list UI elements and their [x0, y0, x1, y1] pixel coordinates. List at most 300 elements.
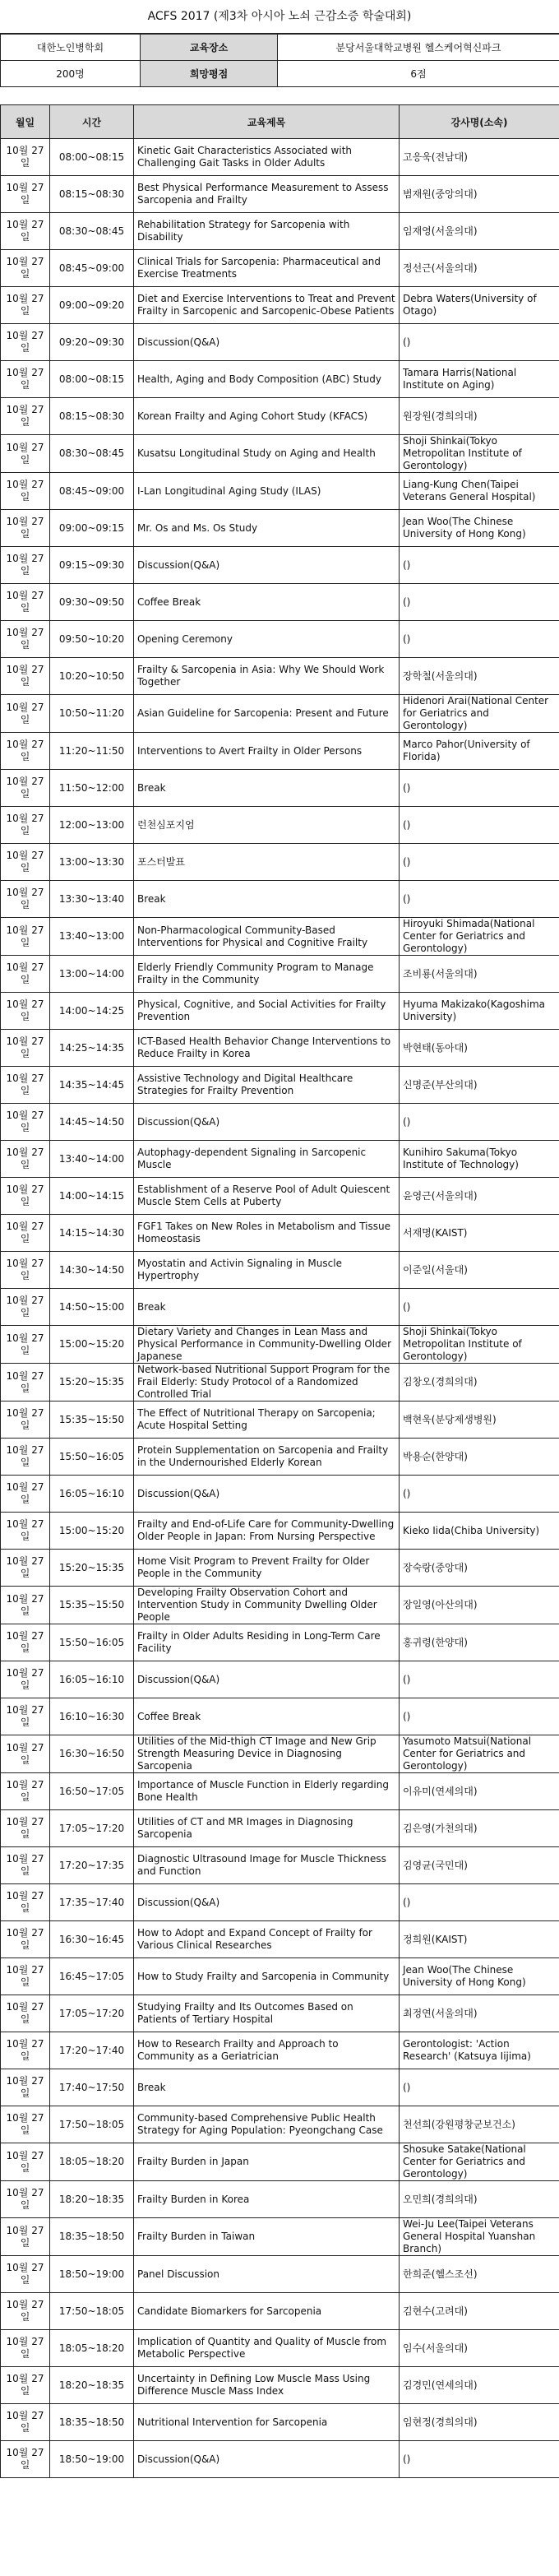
session-title: Korean Frailty and Aging Cohort Study (KFACS) [134, 398, 400, 435]
session-title: Rehabilitation Strategy for Sarcopenia with Disability [134, 213, 400, 250]
session-time: 15:00~15:20 [50, 1513, 134, 1550]
session-time: 14:00~14:25 [50, 993, 134, 1030]
session-speaker: () [400, 547, 559, 584]
table-row [1, 1884, 559, 1921]
session-title: Developing Frailty Observation Cohort and Intervention Study in Community Dwelling Older People [134, 1587, 400, 1624]
session-time: 14:50~15:00 [50, 1289, 134, 1326]
table-row [1, 1104, 559, 1141]
table-row [1, 1030, 559, 1067]
table-row [1, 1289, 559, 1326]
session-speaker: Wei-Ju Lee(Taipei Veterans General Hospital Yuanshan Branch) [400, 2218, 559, 2256]
session-date: 10월 27일 [1, 324, 50, 361]
session-speaker: () [400, 324, 559, 361]
session-date: 10월 27일 [1, 1178, 50, 1215]
session-speaker: Marco Pahor(University of Florida) [400, 733, 559, 770]
table-row [1, 2256, 559, 2293]
table-row [1, 250, 559, 287]
session-speaker: 임재영(서울의대) [400, 213, 559, 250]
session-title: Frailty & Sarcopenia in Asia: Why We Should Work Together [134, 658, 400, 695]
session-speaker: Gerontologist: 'Action Research' (Katsuya Iijima) [400, 2032, 559, 2069]
session-time: 18:05~18:20 [50, 2330, 134, 2367]
session-date: 10월 27일 [1, 1439, 50, 1476]
session-date: 10월 27일 [1, 1995, 50, 2032]
session-time: 09:00~09:15 [50, 510, 134, 547]
session-time: 09:15~09:30 [50, 547, 134, 584]
session-title: Protein Supplementation on Sarcopenia and Frailty in the Undernourished Elderly Korean [134, 1439, 400, 1476]
session-time: 10:20~10:50 [50, 658, 134, 695]
session-date: 10월 27일 [1, 1847, 50, 1884]
header-title: 교육제목 [134, 105, 400, 139]
session-time: 08:30~08:45 [50, 213, 134, 250]
session-time: 16:05~16:10 [50, 1661, 134, 1698]
session-time: 08:45~09:00 [50, 473, 134, 510]
session-date: 10월 27일 [1, 1735, 50, 1773]
session-date: 10월 27일 [1, 1958, 50, 1995]
session-speaker: 정선근(서울의대) [400, 250, 559, 287]
host-org: 대한노인병학회 [1, 35, 141, 61]
session-title: The Effect of Nutritional Therapy on Sarcopenia; Acute Hospital Setting [134, 1402, 400, 1439]
session-speaker: () [400, 1104, 559, 1141]
session-speaker: Hiroyuki Shimada(National Center for Geriatrics and Gerontology) [400, 918, 559, 956]
session-title: Kinetic Gait Characteristics Associated with Challenging Gait Tasks in Older Adults [134, 139, 400, 176]
schedule-body [1, 139, 559, 2478]
session-title: Assistive Technology and Digital Healthcare Strategies for Frailty Prevention [134, 1067, 400, 1104]
header-date: 월일 [1, 105, 50, 139]
session-time: 08:00~08:15 [50, 139, 134, 176]
credit-label: 희망평점 [141, 61, 278, 87]
session-date: 10월 27일 [1, 547, 50, 584]
session-speaker: Jean Woo(The Chinese University of Hong Kong) [400, 510, 559, 547]
session-title: How to Adopt and Expand Concept of Frailty for Various Clinical Researches [134, 1921, 400, 1958]
session-time: 18:20~18:35 [50, 2181, 134, 2218]
table-row [1, 2367, 559, 2404]
table-row [1, 1773, 559, 1810]
session-time: 18:35~18:50 [50, 2404, 134, 2441]
session-speaker: 홍귀령(한양대) [400, 1624, 559, 1661]
session-speaker: 장학철(서울의대) [400, 658, 559, 695]
session-title: Break [134, 1289, 400, 1326]
table-row [1, 621, 559, 658]
session-date: 10월 27일 [1, 2404, 50, 2441]
table-row [1, 918, 559, 956]
table-row [1, 956, 559, 993]
table-row [1, 993, 559, 1030]
session-speaker: Shoji Shinkai(Tokyo Metropolitan Institute of Gerontology) [400, 435, 559, 473]
table-row [1, 1995, 559, 2032]
session-time: 17:50~18:05 [50, 2293, 134, 2330]
session-title: Uncertainty in Defining Low Muscle Mass Using Difference Muscle Mass Index [134, 2367, 400, 2404]
table-row [1, 658, 559, 695]
session-time: 15:20~15:35 [50, 1364, 134, 1402]
table-row [1, 213, 559, 250]
session-date: 10월 27일 [1, 844, 50, 881]
session-date: 10월 27일 [1, 1624, 50, 1661]
session-title: Network-based Nutritional Support Program for the Frail Elderly: Study Protocol of a Randomized Controlled Trial [134, 1364, 400, 1402]
session-speaker: Tamara Harris(National Institute on Aging) [400, 361, 559, 398]
session-title: Discussion(Q&A) [134, 1884, 400, 1921]
session-date: 10월 27일 [1, 695, 50, 733]
session-speaker: 임현정(경희의대) [400, 2404, 559, 2441]
session-speaker: Liang-Kung Chen(Taipei Veterans General Hospital) [400, 473, 559, 510]
session-time: 14:00~14:15 [50, 1178, 134, 1215]
session-title: Opening Ceremony [134, 621, 400, 658]
table-row [1, 2293, 559, 2330]
table-row [1, 435, 559, 473]
session-time: 18:20~18:35 [50, 2367, 134, 2404]
session-time: 17:05~17:20 [50, 1810, 134, 1847]
session-date: 10월 27일 [1, 2143, 50, 2181]
session-date: 10월 27일 [1, 2441, 50, 2478]
session-speaker: Kieko Iida(Chiba University) [400, 1513, 559, 1550]
session-time: 08:30~08:45 [50, 435, 134, 473]
table-row [1, 584, 559, 621]
credit-value: 6점 [278, 61, 559, 87]
session-date: 10월 27일 [1, 2293, 50, 2330]
session-time: 16:30~16:50 [50, 1735, 134, 1773]
session-date: 10월 27일 [1, 956, 50, 993]
session-time: 15:50~16:05 [50, 1439, 134, 1476]
session-title: Home Visit Program to Prevent Frailty for Older People in the Community [134, 1550, 400, 1587]
session-date: 10월 27일 [1, 510, 50, 547]
session-title: How to Study Frailty and Sarcopenia in Community [134, 1958, 400, 1995]
table-row [1, 695, 559, 733]
table-row [1, 1958, 559, 1995]
session-date: 10월 27일 [1, 1402, 50, 1439]
session-time: 08:15~08:30 [50, 398, 134, 435]
table-row [1, 473, 559, 510]
session-title: Health, Aging and Body Composition (ABC) Study [134, 361, 400, 398]
session-time: 09:00~09:20 [50, 287, 134, 324]
session-title: Discussion(Q&A) [134, 2441, 400, 2478]
session-time: 17:50~18:05 [50, 2106, 134, 2143]
session-title: I-Lan Longitudinal Aging Study (ILAS) [134, 473, 400, 510]
session-time: 08:45~09:00 [50, 250, 134, 287]
session-title: Discussion(Q&A) [134, 547, 400, 584]
session-title: Physical, Cognitive, and Social Activities for Frailty Prevention [134, 993, 400, 1030]
session-title: Discussion(Q&A) [134, 1476, 400, 1513]
session-date: 10월 27일 [1, 658, 50, 695]
session-date: 10월 27일 [1, 1326, 50, 1364]
session-speaker: 박용순(한양대) [400, 1439, 559, 1476]
session-title: Asian Guideline for Sarcopenia: Present and Future [134, 695, 400, 733]
table-row [1, 1141, 559, 1178]
session-title: Break [134, 2069, 400, 2106]
session-time: 09:20~09:30 [50, 324, 134, 361]
table-row [1, 1698, 559, 1735]
session-title: Utilities of the Mid-thigh CT Image and New Grip Strength Measuring Device in Diagnosing Sarcopenia [134, 1735, 400, 1773]
session-time: 13:30~13:40 [50, 881, 134, 918]
session-date: 10월 27일 [1, 2330, 50, 2367]
session-time: 18:50~19:00 [50, 2441, 134, 2478]
session-date: 10월 27일 [1, 250, 50, 287]
session-speaker: Debra Waters(University of Otago) [400, 287, 559, 324]
session-time: 18:35~18:50 [50, 2218, 134, 2256]
session-title: Break [134, 881, 400, 918]
session-date: 10월 27일 [1, 287, 50, 324]
table-row [1, 1587, 559, 1624]
session-date: 10월 27일 [1, 213, 50, 250]
session-speaker: () [400, 2069, 559, 2106]
session-time: 15:00~15:20 [50, 1326, 134, 1364]
session-title: Coffee Break [134, 1698, 400, 1735]
session-title: Utilities of CT and MR Images in Diagnosing Sarcopenia [134, 1810, 400, 1847]
session-date: 10월 27일 [1, 807, 50, 844]
session-date: 10월 27일 [1, 398, 50, 435]
table-row [1, 1402, 559, 1439]
session-speaker: Shoji Shinkai(Tokyo Metropolitan Institute of Gerontology) [400, 1326, 559, 1364]
table-row [1, 1550, 559, 1587]
session-speaker: () [400, 584, 559, 621]
session-date: 10월 27일 [1, 584, 50, 621]
table-row [1, 361, 559, 398]
session-speaker: () [400, 844, 559, 881]
session-date: 10월 27일 [1, 918, 50, 956]
table-row [1, 2181, 559, 2218]
session-time: 17:40~17:50 [50, 2069, 134, 2106]
session-time: 16:50~17:05 [50, 1773, 134, 1810]
session-date: 10월 27일 [1, 1289, 50, 1326]
table-row [1, 1364, 559, 1402]
session-date: 10월 27일 [1, 1921, 50, 1958]
session-title: FGF1 Takes on New Roles in Metabolism and Tissue Homeostasis [134, 1215, 400, 1252]
session-speaker: 오민희(경희의대) [400, 2181, 559, 2218]
schedule-table [0, 104, 559, 2478]
capacity-value: 200명 [1, 61, 141, 87]
session-date: 10월 27일 [1, 473, 50, 510]
session-time: 08:15~08:30 [50, 176, 134, 213]
session-date: 10월 27일 [1, 1513, 50, 1550]
info-row-host [1, 35, 559, 61]
table-row [1, 1735, 559, 1773]
table-row [1, 176, 559, 213]
session-speaker: 이준일(서울대) [400, 1252, 559, 1289]
session-date: 10월 27일 [1, 1773, 50, 1810]
session-time: 15:35~15:50 [50, 1402, 134, 1439]
session-date: 10월 27일 [1, 2256, 50, 2293]
session-time: 16:10~16:30 [50, 1698, 134, 1735]
session-date: 10월 27일 [1, 361, 50, 398]
session-title: Mr. Os and Ms. Os Study [134, 510, 400, 547]
session-speaker: 이유미(연세의대) [400, 1773, 559, 1810]
table-row [1, 1810, 559, 1847]
session-speaker: 윤영근(서울의대) [400, 1178, 559, 1215]
session-title: Interventions to Avert Frailty in Older Persons [134, 733, 400, 770]
session-title: Frailty and End-of-Life Care for Community-Dwelling Older People in Japan: From Nursing Perspective [134, 1513, 400, 1550]
session-title: Diagnostic Ultrasound Image for Muscle Thickness and Function [134, 1847, 400, 1884]
session-time: 16:30~16:45 [50, 1921, 134, 1958]
place-label: 교육장소 [141, 35, 278, 61]
session-time: 18:50~19:00 [50, 2256, 134, 2293]
session-title: Implication of Quantity and Quality of Muscle from Metabolic Perspective [134, 2330, 400, 2367]
table-row [1, 1215, 559, 1252]
session-date: 10월 27일 [1, 1141, 50, 1178]
session-speaker: 천선희(강원평창군보건소) [400, 2106, 559, 2143]
session-time: 15:35~15:50 [50, 1587, 134, 1624]
session-speaker: 김은영(가천의대) [400, 1810, 559, 1847]
session-title: Diet and Exercise Interventions to Treat and Prevent Frailty in Sarcopenic and Sarcopenic-Obese Patients [134, 287, 400, 324]
table-row [1, 139, 559, 176]
session-title: Dietary Variety and Changes in Lean Mass and Physical Performance in Community-Dwelling Older Japanese [134, 1326, 400, 1364]
table-row [1, 733, 559, 770]
session-date: 10월 27일 [1, 621, 50, 658]
session-title: Community-based Comprehensive Public Health Strategy for Aging Population: Pyeongchang Case [134, 2106, 400, 2143]
session-date: 10월 27일 [1, 1550, 50, 1587]
session-date: 10월 27일 [1, 1587, 50, 1624]
table-row [1, 2032, 559, 2069]
session-speaker: Jean Woo(The Chinese University of Hong Kong) [400, 1958, 559, 1995]
session-time: 13:00~14:00 [50, 956, 134, 993]
session-title: Frailty in Older Adults Residing in Long-Term Care Facility [134, 1624, 400, 1661]
session-title: Break [134, 770, 400, 807]
session-speaker: 백현욱(분당제생병원) [400, 1402, 559, 1439]
session-speaker: 한희준(헬스조선) [400, 2256, 559, 2293]
table-row [1, 2441, 559, 2478]
session-title: Nutritional Intervention for Sarcopenia [134, 2404, 400, 2441]
session-title: Establishment of a Reserve Pool of Adult Quiescent Muscle Stem Cells at Puberty [134, 1178, 400, 1215]
session-speaker: 범재원(중앙의대) [400, 176, 559, 213]
session-speaker: 박현태(동아대) [400, 1030, 559, 1067]
session-speaker: 정희원(KAIST) [400, 1921, 559, 1958]
session-date: 10월 27일 [1, 2367, 50, 2404]
session-time: 12:00~13:00 [50, 807, 134, 844]
table-row [1, 1178, 559, 1215]
session-time: 17:20~17:40 [50, 2032, 134, 2069]
table-row [1, 1439, 559, 1476]
info-row-capacity [1, 61, 559, 87]
session-title: Coffee Break [134, 584, 400, 621]
document-title: ACFS 2017 (제3차 아시아 노쇠 근감소증 학술대회) [0, 0, 559, 34]
session-date: 10월 27일 [1, 1252, 50, 1289]
table-row [1, 1326, 559, 1364]
session-date: 10월 27일 [1, 1030, 50, 1067]
session-time: 14:30~14:50 [50, 1252, 134, 1289]
table-row [1, 770, 559, 807]
session-date: 10월 27일 [1, 176, 50, 213]
session-date: 10월 27일 [1, 770, 50, 807]
session-title: Best Physical Performance Measurement to Assess Sarcopenia and Frailty [134, 176, 400, 213]
session-speaker: () [400, 621, 559, 658]
session-time: 18:05~18:20 [50, 2143, 134, 2181]
session-title: Studying Frailty and Its Outcomes Based on Patients of Tertiary Hospital [134, 1995, 400, 2032]
session-time: 15:50~16:05 [50, 1624, 134, 1661]
session-time: 11:20~11:50 [50, 733, 134, 770]
session-speaker: Hyuma Makizako(Kagoshima University) [400, 993, 559, 1030]
session-speaker: () [400, 1476, 559, 1513]
table-row [1, 807, 559, 844]
session-speaker: 신명준(부산의대) [400, 1067, 559, 1104]
session-speaker: 원장원(경희의대) [400, 398, 559, 435]
session-speaker: 장숙랑(중앙대) [400, 1550, 559, 1587]
session-speaker: () [400, 1289, 559, 1326]
table-row [1, 1624, 559, 1661]
table-row [1, 324, 559, 361]
session-time: 14:35~14:45 [50, 1067, 134, 1104]
table-row [1, 1513, 559, 1550]
session-date: 10월 27일 [1, 139, 50, 176]
session-title: ICT-Based Health Behavior Change Interventions to Reduce Frailty in Korea [134, 1030, 400, 1067]
session-title: Frailty Burden in Japan [134, 2143, 400, 2181]
table-row [1, 1661, 559, 1698]
session-speaker: 임수(서울의대) [400, 2330, 559, 2367]
schedule-header-row [1, 105, 559, 139]
session-speaker: () [400, 770, 559, 807]
place-value: 분당서울대학교병원 헬스케어혁신파크 [278, 35, 559, 61]
session-title: Autophagy-dependent Signaling in Sarcopenic Muscle [134, 1141, 400, 1178]
session-time: 09:50~10:20 [50, 621, 134, 658]
session-title: Non-Pharmacological Community-Based Interventions for Physical and Cognitive Frailty [134, 918, 400, 956]
session-speaker: 김경민(연세의대) [400, 2367, 559, 2404]
session-time: 17:05~17:20 [50, 1995, 134, 2032]
session-time: 13:40~14:00 [50, 1141, 134, 1178]
session-speaker: () [400, 1698, 559, 1735]
session-title: 포스터발표 [134, 844, 400, 881]
session-time: 11:50~12:00 [50, 770, 134, 807]
session-speaker: () [400, 2441, 559, 2478]
session-speaker: 김창오(경희의대) [400, 1364, 559, 1402]
session-title: Discussion(Q&A) [134, 1104, 400, 1141]
session-time: 13:40~13:00 [50, 918, 134, 956]
session-title: Discussion(Q&A) [134, 324, 400, 361]
session-date: 10월 27일 [1, 2069, 50, 2106]
session-time: 17:20~17:35 [50, 1847, 134, 1884]
session-date: 10월 27일 [1, 733, 50, 770]
session-speaker: 김현수(고려대) [400, 2293, 559, 2330]
table-row [1, 287, 559, 324]
session-speaker: () [400, 881, 559, 918]
session-title: Elderly Friendly Community Program to Manage Frailty in the Community [134, 956, 400, 993]
session-speaker: () [400, 807, 559, 844]
session-time: 14:15~14:30 [50, 1215, 134, 1252]
table-row [1, 1847, 559, 1884]
course-info-table [0, 34, 559, 87]
session-speaker: Yasumoto Matsui(National Center for Geriatrics and Gerontology) [400, 1735, 559, 1773]
table-row [1, 1921, 559, 1958]
session-title: 런천심포지엄 [134, 807, 400, 844]
session-speaker: 최정연(서울의대) [400, 1995, 559, 2032]
header-speaker: 강사명(소속) [400, 105, 559, 139]
session-time: 14:25~14:35 [50, 1030, 134, 1067]
session-date: 10월 27일 [1, 881, 50, 918]
table-row [1, 2404, 559, 2441]
session-date: 10월 27일 [1, 1364, 50, 1402]
table-row [1, 2218, 559, 2256]
session-speaker: () [400, 1661, 559, 1698]
session-speaker: 조비룡(서울의대) [400, 956, 559, 993]
session-date: 10월 27일 [1, 1067, 50, 1104]
session-date: 10월 27일 [1, 1476, 50, 1513]
session-speaker: 김영균(국민대) [400, 1847, 559, 1884]
table-row [1, 2069, 559, 2106]
session-speaker: 서재명(KAIST) [400, 1215, 559, 1252]
session-date: 10월 27일 [1, 1661, 50, 1698]
session-date: 10월 27일 [1, 2106, 50, 2143]
session-title: Discussion(Q&A) [134, 1661, 400, 1698]
session-title: Clinical Trials for Sarcopenia: Pharmaceutical and Exercise Treatments [134, 250, 400, 287]
session-title: Myostatin and Activin Signaling in Muscle Hypertrophy [134, 1252, 400, 1289]
session-title: Panel Discussion [134, 2256, 400, 2293]
session-title: Importance of Muscle Function in Elderly regarding Bone Health [134, 1773, 400, 1810]
session-time: 16:45~17:05 [50, 1958, 134, 1995]
session-time: 08:00~08:15 [50, 361, 134, 398]
table-row [1, 1252, 559, 1289]
session-time: 14:45~14:50 [50, 1104, 134, 1141]
session-date: 10월 27일 [1, 1810, 50, 1847]
session-date: 10월 27일 [1, 1698, 50, 1735]
table-row [1, 510, 559, 547]
session-speaker: Shosuke Satake(National Center for Geriatrics and Gerontology) [400, 2143, 559, 2181]
header-time: 시간 [50, 105, 134, 139]
session-title: How to Research Frailty and Approach to Community as a Geriatrician [134, 2032, 400, 2069]
